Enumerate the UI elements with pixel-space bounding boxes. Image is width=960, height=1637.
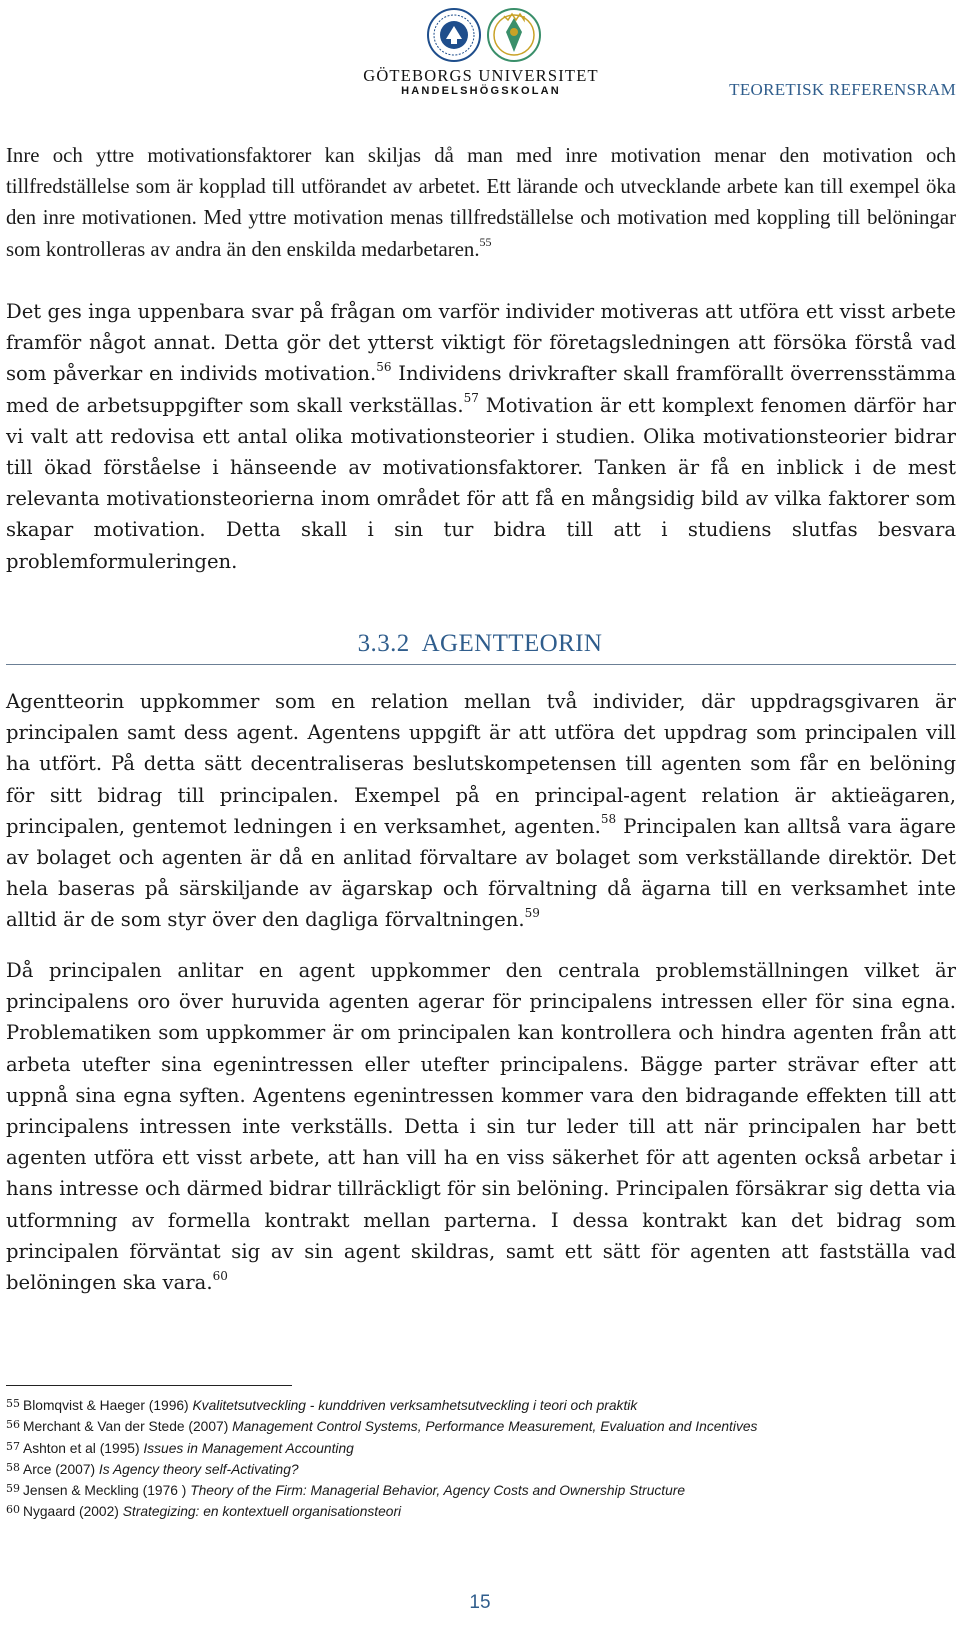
paragraph-text: Motivation är ett komplext fenomen därför har vi valt att redovisa ett antal olika motivationsteorier i studien. Olika motivationsteorier bidrar till ökad förståelse i hänseende av motivationsfaktorer. Tanken är få en inblick i de mest relevanta motivationsteorierna inom området för att få en mångsidig bild av vilka faktorer som skapar motivation. Detta skall i sin tur bidra till att i studiens slutfas besvara problemformuleringen. [6,393,956,573]
footnote-ref[interactable]: 57 [463,391,479,406]
footnote [6,1439,956,1460]
footnote-title: Issues in Management Accounting [143,1440,354,1456]
footnote-number: 59 [6,1482,20,1496]
footnote [6,1396,956,1417]
university-seal-icon [428,9,480,61]
footnote [6,1481,956,1502]
university-name: GÖTEBORGS UNIVERSITET [363,66,599,85]
paragraph-text: Det ges inga uppenbara svar på frågan om varför individer motiveras att utföra ett visst arbete framför något annat. Detta gör det ytterst viktigt för företagsledningen att försöka förstå vad som påverkar en individs motivation. [6,300,956,386]
school-name: HANDELSHÖGSKOLAN [401,85,561,97]
section-heading: 3.3.2 AGENTTEORIN [357,630,603,657]
footnote-number: 56 [6,1418,20,1432]
footnote-number: 55 [6,1397,20,1410]
footnote-author: Nygaard (2002) [23,1504,123,1520]
footnote-title: Kvalitetsutveckling - kunddriven verksamhetsutveckling i teori och praktik [192,1398,638,1413]
paragraph-text: Agentteorin uppkommer som en relation mellan två individer, där uppdragsgivaren är principalen samt dess agent. Agentens uppgift är att utföra det uppdrag som principalen vill ha utfört. På detta sätt decentraliseras beslutskompetensen till agenten som får en belöning för sitt bidrag till principalen. Exempel på en principal-agent relation är aktieägaren, principalen, gentemot ledningen i en verksamhet, agenten. [6,690,956,838]
footnote-title: Management Control Systems, Performance Measurement, Evaluation and Incentives [232,1419,758,1435]
school-seal-icon [488,9,540,61]
footnote-author: Blomqvist & Haeger (1996) [23,1398,193,1413]
footnote [6,1460,956,1481]
footnote-ref[interactable]: 59 [524,905,540,920]
footnote-author: Ashton et al (1995) [23,1440,144,1456]
footnote-author: Merchant & Van der Stede (2007) [23,1419,233,1435]
footnote-title: Strategizing: en kontextuell organisationsteori [122,1504,402,1520]
body-paragraph [6,686,956,936]
paragraph-text: Då principalen anlitar en agent uppkommer den centrala problemställningen vilket är principalens oro över huruvida agenten agerar för principalens intressen eller för sina egna. Problematiken som uppkommer är om principalen kan kontrollera och hindra agenten från att arbeta utefter sina egenintressen eller utefter principalens. Bägge parter strävar efter att uppnå sina egna syften. Agentens egenintressen kommer vara den bidragande effekten till att principalens intressen inte verkställs. Detta i sin tur leder till att när principalen har bett agenten utföra ett visst arbete, att han vill ha en viss säkerhet för att agenten också arbetar i hans intresse och därmed bidrar tillräckligt för sin belöning. Principalen försäkrar sig detta via utformning av formella kontrakt mellan parterna. I dessa kontrakt kan det bidrag som principalen förväntat sig av sin agent skildras, samt ett sätt för agenten att fastställa vad belöningen ska vara. [6,959,956,1295]
body-paragraph [6,140,956,265]
paragraph-text: Inre och yttre motivationsfaktorer kan skiljas då man med inre motivation menar den motivation och tillfredställelse som är kopplad till utförandet av arbetet. Ett lärande och utvecklande arbete kan till exempel öka den inre motivationen. Med yttre motivation menas tillfredställelse och motivation med koppling till belöningar som kontrolleras av andra än den enskilda medarbetaren. [6,144,956,261]
body-paragraph [6,296,956,577]
footnote-separator [6,1385,292,1386]
body-paragraph [6,955,956,1298]
section-divider [6,664,956,665]
page-number: 15 [469,1592,491,1613]
footnote-author: Arce (2007) [23,1461,99,1477]
footnote-ref[interactable]: 60 [212,1268,228,1283]
footnote-number: 58 [6,1460,20,1474]
footnote-number: 60 [6,1503,20,1517]
footnote [6,1417,956,1438]
footnote-ref[interactable]: 58 [600,812,617,827]
footnote-number: 57 [6,1439,20,1453]
footnote-title: Theory of the Firm: Managerial Behavior, Agency Costs and Ownership Structure [190,1483,686,1499]
footnote-list [6,1396,956,1524]
footnote [6,1502,956,1523]
paragraph-text: Individens drivkrafter skall framförallt överrensstämma med de arbetsuppgifter som skall verkställas. [6,362,957,417]
university-seal-logos [424,6,544,64]
footnote-ref[interactable]: 55 [479,234,492,249]
footnote-title: Is Agency theory self-Activating? [98,1461,299,1477]
paragraph-text: Principalen kan alltså vara ägare av bolaget och agenten är då en anlitad förvaltare av bolaget som verkställande direktör. Det hela baseras på särskiljande av ägarskap och förvaltning då ägarna till en verksamhet inte alltid är de som styr över den dagliga förvaltningen. [6,814,956,932]
footnote-ref[interactable]: 56 [376,359,392,374]
footnote-author: Jensen & Meckling (1976 ) [23,1483,191,1499]
page-header [0,0,960,110]
running-head: TEORETISK REFERENSRAM [729,80,956,99]
